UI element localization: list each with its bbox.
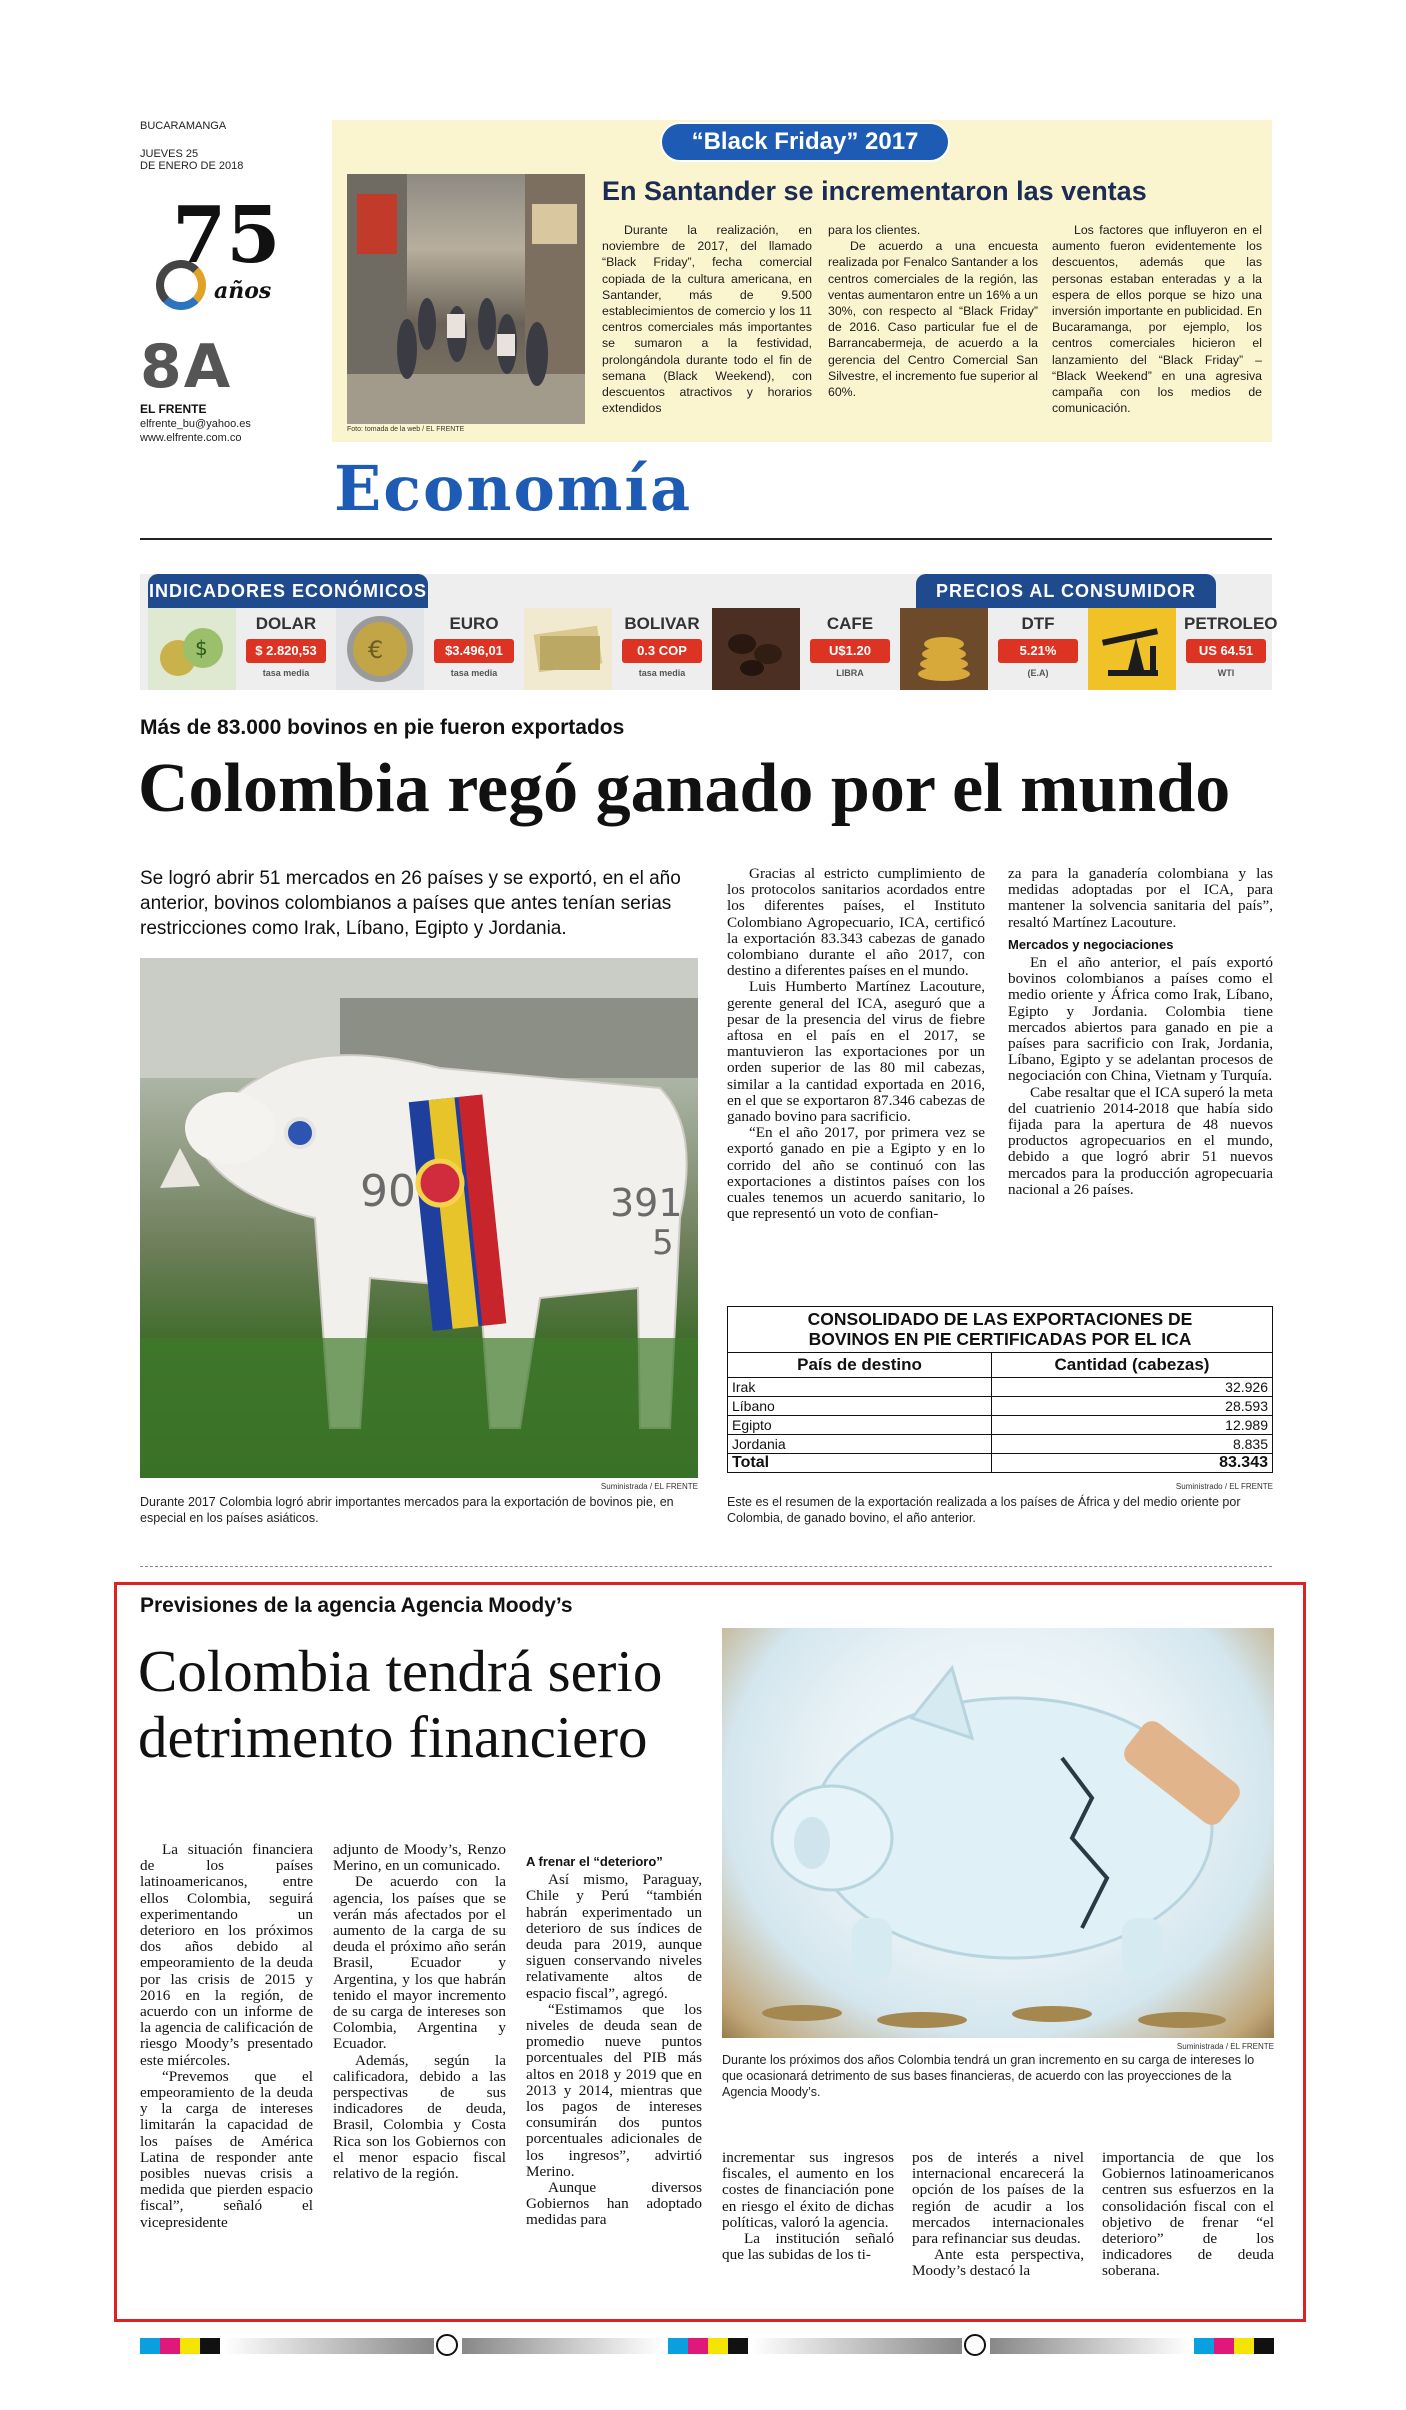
bf-paragraph: para los clientes.	[828, 223, 921, 237]
table-caption: Este es el resumen de la exportación realizada a los países de África y del medio oriente por Colombia, de ganado bovino, el año anterior.	[727, 1495, 1241, 1525]
registration-mark-icon	[964, 2334, 986, 2356]
article2-photo-credit: Suministrada / EL FRENTE	[1176, 2042, 1274, 2051]
date-line-1: JUEVES 25	[140, 148, 199, 160]
article2-paragraph: La institución señaló que las subidas de los ti-	[722, 2230, 894, 2264]
bull-number-90: 90	[360, 1166, 416, 1217]
indicator-label: DOLAR	[255, 614, 317, 633]
article2-headline-line-1: Colombia tendrá serio	[138, 1638, 663, 1704]
table-cell-country: Egipto	[728, 1416, 992, 1434]
bf-column-3	[1052, 222, 1262, 416]
indicator-label: EURO	[449, 614, 499, 633]
table-row	[728, 1434, 1272, 1453]
indicator-euro	[336, 608, 524, 690]
article2-column-2	[333, 1842, 506, 2182]
article1-paragraph: Luis Humberto Martínez Lacouture, gerente general del ICA, aseguró que a pesar de la presencia del virus de fiebre aftosa en el país en el 2017, se mantuvieron las exportaciones por un orden superior de las 80 mil cabezas, similar a la cantidad exportada en 2016, en el que se exportaron 87.346 cabezas de ganado bovino para sacrificio.	[727, 978, 985, 1126]
indicator-label: DTF	[1021, 614, 1055, 633]
anniversary-word: años	[214, 278, 272, 304]
article1-paragraph: za para la ganadería colombiana y las medidas adoptadas por el ICA, para mantener la solvencia sanitaria del país”, resaltó Martínez Lacouture.	[1008, 865, 1273, 931]
euro-coin-icon	[336, 608, 424, 690]
article2-column-4	[722, 2150, 894, 2263]
indicator-unit: WTI	[1217, 668, 1235, 678]
bf-column-2	[828, 222, 1038, 400]
article2-column-3	[526, 1854, 702, 2229]
dollar-coins-icon	[148, 608, 236, 690]
section-title: Economía	[334, 452, 693, 525]
date-line-2: DE ENERO DE 2018	[140, 160, 244, 172]
article1-column-1	[727, 866, 985, 1222]
article1-headline: Colombia regó ganado por el mundo	[138, 750, 1231, 827]
article2-paragraph: adjunto de Moody’s, Renzo Merino, en un comunicado.	[333, 1841, 506, 1875]
indicator-unit: tasa media	[638, 668, 686, 678]
table-title-line-2: BOVINOS EN PIE CERTIFICADAS POR EL ICA	[808, 1329, 1192, 1349]
article-divider	[140, 1566, 1272, 1567]
shoppers-street-photo	[347, 174, 585, 424]
black-friday-tag: “Black Friday” 2017	[660, 122, 950, 162]
table-row	[728, 1415, 1272, 1434]
indicator-value: $3.496,01	[434, 639, 514, 663]
article2-column-6	[1102, 2150, 1274, 2280]
page-number: 8A	[140, 332, 233, 402]
article2-kicker: Previsiones de la agencia Agencia Moody’s	[140, 1594, 573, 1617]
indicator-value: U$1.20	[810, 639, 890, 663]
article1-paragraph: Cabe resaltar que el ICA superó la meta del cuatrienio 2014-2018 que había sido fijada para la apertura de 48 nuevos productos agropecuarios en el mundo, debido a que logró abrir 51 nuevos mercados para la producción agropecuaria nacional a 26 países.	[1008, 1083, 1273, 1198]
article2-paragraph: “Estimamos que los niveles de deuda sean de promedio nueve puntos porcentuales del PIB más altos en 2018 y 2019 que en 2013 y 2014, mientras que los pagos de intereses consumirán dos puntos porcentuales adicionales de los ingresos”, advirtió Merino.	[526, 2000, 702, 2180]
article2-column-1	[140, 1842, 313, 2231]
paper-website[interactable]: www.elfrente.com.co	[140, 432, 242, 444]
gray-ramp-strip	[990, 2338, 1190, 2354]
bf-paragraph: Durante la realización, en noviembre de 2017, del llamado “Black Friday”, fecha comercial copiada de la cultura americana, en Santander, más de 9.500 establecimientos de comercio y los 11 centros comerciales más importantes se sumaron a la festividad, prolongándola durante todo el fin de semana (Black Weekend), con descuentos atractivos y horarios extendidos	[602, 223, 812, 416]
color-registration-strip	[140, 2338, 220, 2354]
article1-paragraph: Gracias al estricto cumplimiento de los protocolos sanitarios acordados entre los diferentes países, el Instituto Colombiano Agropecuario, ICA, certificó la exportación 83.343 cabezas de ganado colombiano durante el año 2017, con destino a diferentes países en el mundo.	[727, 865, 985, 980]
indicator-label: BOLIVAR	[624, 614, 700, 633]
article2-paragraph: Ante esta perspectiva, Moody’s destacó la	[912, 2246, 1084, 2280]
black-friday-headline: En Santander se incrementaron las ventas	[602, 176, 1147, 206]
indicator-dolar	[148, 608, 336, 690]
article1-photo-credit: Suministrada / EL FRENTE	[600, 1482, 698, 1491]
indicator-cafe	[712, 608, 900, 690]
coffee-beans-icon	[712, 608, 800, 690]
svg-text:€: €	[368, 636, 384, 664]
article1-lead: Se logró abrir 51 mercados en 26 países y se exportó, en el año anterior, bovinos colombianos a países que antes tenían serias restricciones como Irak, Líbano, Egipto y Jordania.	[140, 868, 681, 939]
indicator-label: CAFE	[826, 614, 874, 633]
article1-kicker: Más de 83.000 bovinos en pie fueron exportados	[140, 716, 625, 739]
bf-paragraph: Los factores que influyeron en el aumento fueron evidentemente los descuentos, además que las personas estaban enteradas y a la espera de ellos porque se hizo una inversión importante en publicidad. En Bucaramanga, por ejemplo, los centros comerciales hicieron el lanzamiento del “Black Friday” – “Black Weekend” en una agresiva campaña con los medios de comunicación.	[1052, 223, 1262, 416]
article2-column-5	[912, 2150, 1084, 2280]
indicator-value: 0.3 COP	[622, 639, 702, 663]
article1-paragraph: En el año anterior, el país exportó bovinos colombianos a países como el medio oriente y África como Irak, Líbano, Egipto y Jordania. Colombia tiene mercados abiertos para ganado en pie a países para sacrificio con Irak, Jordania, Líbano, Egipto y se adelantan procesos de negociación con China, Vietnam y Turquía.	[1008, 954, 1273, 1085]
gold-coins-icon	[900, 608, 988, 690]
table-total-value: 83.343	[1219, 1454, 1268, 1471]
table-cell-quantity: 8.835	[1232, 1436, 1268, 1452]
table-cell-country: Jordania	[728, 1435, 992, 1453]
article2-paragraph: pos de interés a nivel internacional encarecerá la opción de los países de la región de acudir a los mercados internacionales para refinanciar sus deudas.	[912, 2149, 1084, 2248]
table-row	[728, 1396, 1272, 1415]
gray-ramp-strip	[752, 2338, 962, 2354]
article1-column-2	[1008, 866, 1273, 1198]
table-total-label: Total	[728, 1454, 992, 1472]
indicators-tab-economic: INDICADORES ECONÓMICOS	[148, 574, 428, 608]
indicator-value: US 64.51	[1186, 639, 1266, 663]
article2-paragraph: Además, según la calificadora, debido a las perspectivas de sus indicadores de deuda, Brasil, Colombia y Costa Rica son los Gobiernos con el menor espacio fiscal relativo de la región.	[333, 2051, 506, 2183]
indicator-petroleo	[1088, 608, 1276, 690]
bolivar-bills-icon	[524, 608, 612, 690]
indicator-label: PETROLEO	[1184, 614, 1278, 633]
article2-paragraph: Así mismo, Paraguay, Chile y Perú “también habrán experimentado un deterioro de sus índices de deuda para 2019, aunque siguen conservando niveles relativamente altos de espacio fiscal”, agregó.	[526, 1871, 702, 2002]
table-header	[728, 1352, 1272, 1377]
indicator-unit: (E.A)	[1027, 668, 1049, 678]
bf-paragraph: De acuerdo a una encuesta realizada por Fenalco Santander a los centros comerciales de la región, las ventas aumentaron entre un 16% a un 30%, con respecto al “Black Friday” de 2016. Caso particular fue el de Barrancabermeja, de acuerdo a la gerencia del Centro Comercial San Silvestre, el incremento fue superior al 60%.	[828, 239, 1038, 400]
table-header-quantity: Cantidad (cabezas)	[1054, 1355, 1210, 1374]
bull-number-5: 5	[652, 1223, 674, 1263]
bull-number-391: 391	[610, 1181, 683, 1225]
article2-subheading: A frenar el “deterioro”	[526, 1854, 663, 1869]
cattle-photo	[140, 958, 698, 1478]
oil-pump-icon	[1088, 608, 1176, 690]
indicator-unit: tasa media	[262, 668, 310, 678]
paper-email[interactable]: elfrente_bu@yahoo.es	[140, 418, 251, 430]
anniversary-number: 75	[172, 190, 281, 281]
article2-paragraph: incrementar sus ingresos fiscales, el aumento en los costes de financiación pone en riesgo el éxito de dichas políticas, valoró la agencia.	[722, 2149, 894, 2231]
table-total-row	[728, 1453, 1272, 1472]
paper-name: EL FRENTE	[140, 402, 207, 416]
indicator-value: $ 2.820,53	[246, 639, 326, 663]
gray-ramp-strip	[462, 2338, 662, 2354]
indicator-unit: tasa media	[450, 668, 498, 678]
piggy-bank-illustration	[722, 1628, 1274, 2038]
indicators-tab-consumer: PRECIOS AL CONSUMIDOR	[916, 574, 1216, 608]
table-cell-country: Líbano	[728, 1397, 992, 1415]
svg-text:$: $	[195, 636, 208, 660]
table-cell-country: Irak	[728, 1378, 992, 1396]
article2-paragraph: “Prevemos que el empeoramiento de la deuda y la carga de intereses limitarán la capacidad de los países de América Latina de responder ante posibles nuevas crisis a medida que pierden espacio fiscal”, señaló el vicepresidente	[140, 2067, 313, 2231]
table-row	[728, 1377, 1272, 1396]
city-label: BUCARAMANGA	[140, 120, 227, 132]
shoppers-illustration	[347, 174, 585, 424]
table-header-country: País de destino	[728, 1353, 992, 1377]
table-cell-quantity: 28.593	[1225, 1398, 1268, 1414]
article2-paragraph: De acuerdo con la agencia, los países que se verán más afectados por el aumento de la carga de su deuda el próximo año serán Brasil, Ecuador y Argentina, y los que habrán tenido el mayor incremento de su carga de intereses son Colombia, Argentina y Ecuador.	[333, 1873, 506, 2053]
color-registration-strip	[1194, 2338, 1274, 2354]
article2-headline	[138, 1638, 662, 1770]
article1-photo-caption: Durante 2017 Colombia logró abrir importantes mercados para la exportación de bovinos pie, en especial en los países asiáticos.	[140, 1495, 674, 1525]
article2-photo-caption: Durante los próximos dos años Colombia tendrá un gran incremento en su carga de intereses lo que ocasionará detrimento de sus bases financieras, de acuerdo con las proyecciones de la Agencia Moody’s.	[722, 2053, 1255, 2099]
indicator-unit: LIBRA	[836, 668, 864, 678]
indicator-value: 5.21%	[998, 639, 1078, 663]
bf-photo-credit: Foto: tomada de la web / EL FRENTE	[347, 426, 465, 433]
article1-subheading: Mercados y negociaciones	[1008, 936, 1174, 952]
bf-column-1	[602, 222, 812, 416]
section-rule	[140, 538, 1272, 540]
registration-mark-icon	[436, 2334, 458, 2356]
table-cell-quantity: 12.989	[1225, 1417, 1268, 1433]
indicator-dtf	[900, 608, 1088, 690]
indicator-bolivar	[524, 608, 712, 690]
bull-illustration	[140, 958, 698, 1478]
exports-table	[727, 1306, 1273, 1473]
article2-paragraph: importancia de que los Gobiernos latinoamericanos centren sus esfuerzos en la consolidación fiscal con el objetivo de frenar “el deterioro” de los indicadores de deuda soberana.	[1102, 2149, 1274, 2280]
table-credit: Suministrado / EL FRENTE	[1175, 1482, 1273, 1491]
article2-paragraph: La situación financiera de los países latinoamericanos, entre ellos Colombia, seguirá experimentando un deterioro en los próximos dos años debido al empeoramiento de la deuda por las crisis de 2015 y 2016 en la región, de acuerdo con un informe de la agencia de calificación de riesgo Moody’s presentado este miércoles.	[140, 1841, 313, 2069]
color-registration-strip	[668, 2338, 748, 2354]
table-title-line-1: CONSOLIDADO DE LAS EXPORTACIONES DE	[807, 1309, 1193, 1329]
article2-paragraph: Aunque diversos Gobiernos han adoptado medidas para	[526, 2179, 702, 2229]
piggy-bank-photo	[722, 1628, 1274, 2038]
table-title	[728, 1307, 1272, 1352]
table-cell-quantity: 32.926	[1225, 1379, 1268, 1395]
article1-paragraph: “En el año 2017, por primera vez se exportó ganado en pie a Egipto y en lo corrido del año se continuó con las exportaciones a distintos países con los cuales tenemos un acuerdo sanitario, lo que representó un voto de confian-	[727, 1124, 985, 1223]
article2-headline-line-2: detrimento financiero	[138, 1704, 648, 1770]
gray-ramp-strip	[224, 2338, 434, 2354]
